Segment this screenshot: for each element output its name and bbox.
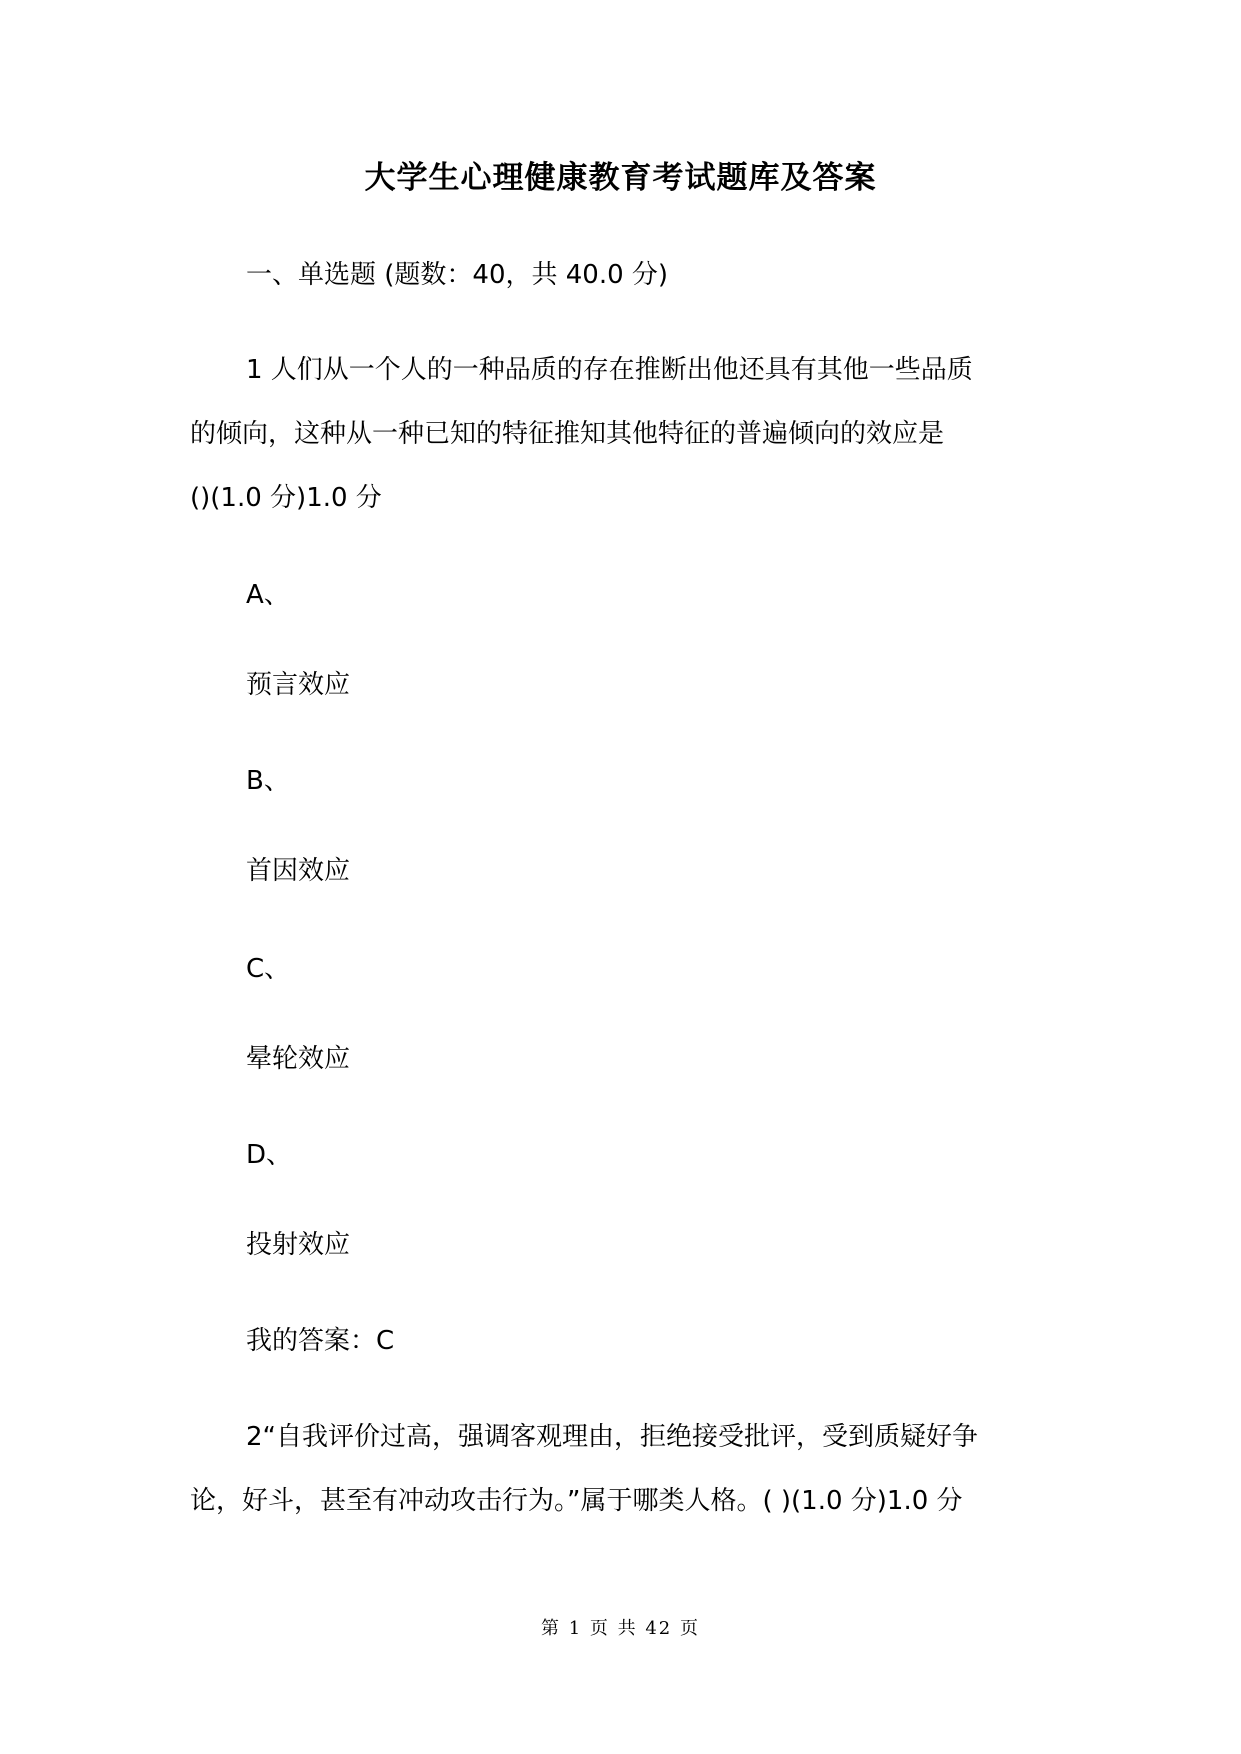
question-text-line: 1 人们从一个人的一种品质的存在推断出他还具有其他一些品质 (246, 355, 973, 385)
page-footer: 第 1 页 共 42 页 (541, 1618, 700, 1639)
my-answer: 我的答案：C (246, 1326, 395, 1356)
question-text-line: ()(1.0 分)1.0 分 (190, 483, 382, 513)
question-text-line: 2“自我评价过高，强调客观理由，拒绝接受批评，受到质疑好争 (246, 1422, 979, 1452)
option-label-a: A、 (246, 580, 290, 610)
question-text-line: 的倾向，这种从一种已知的特征推知其他特征的普遍倾向的效应是 (190, 419, 945, 449)
section-heading: 一、单选题 (题数：40，共 40.0 分) (246, 260, 669, 290)
option-label-c: C、 (246, 954, 291, 984)
option-label-b: B、 (246, 766, 290, 796)
option-text-c: 晕轮效应 (246, 1044, 351, 1074)
option-text-a: 预言效应 (246, 670, 351, 700)
option-text-b: 首因效应 (246, 856, 351, 886)
option-text-d: 投射效应 (246, 1230, 351, 1260)
document-title: 大学生心理健康教育考试题库及答案 (364, 160, 877, 196)
question-text-line: 论，好斗，甚至有冲动攻击行为。”属于哪类人格。( )(1.0 分)1.0 分 (190, 1486, 963, 1516)
option-label-d: D、 (246, 1140, 293, 1170)
